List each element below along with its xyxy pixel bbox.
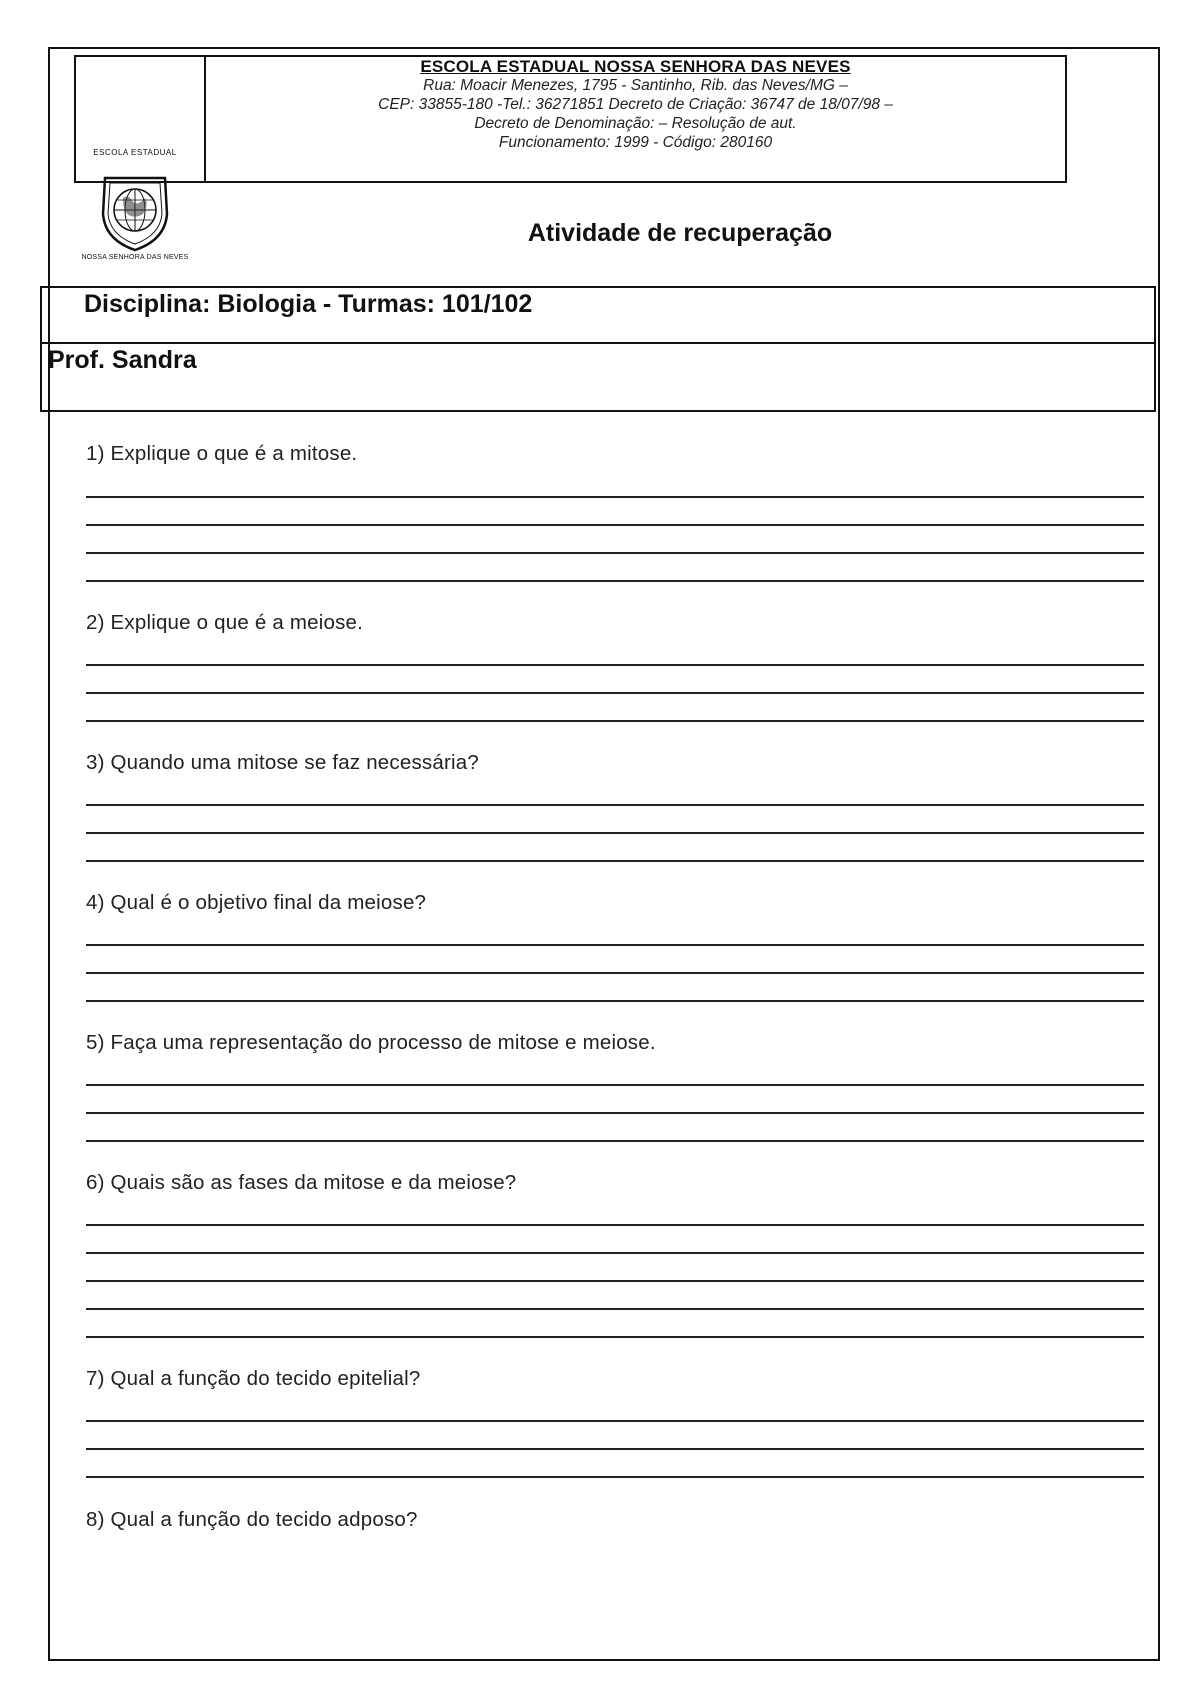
answer-line[interactable] — [86, 1252, 1144, 1254]
answer-line[interactable] — [86, 524, 1144, 526]
question-5: 5) Faça uma representação do processo de mitose e meiose. — [86, 1031, 656, 1054]
answer-line[interactable] — [86, 1308, 1144, 1310]
school-address: Rua: Moacir Menezes, 1795 - Santinho, Rib. das Neves/MG – — [423, 77, 848, 94]
answer-line[interactable] — [86, 496, 1144, 498]
answer-line[interactable] — [86, 1420, 1144, 1422]
question-8: 8) Qual a função do tecido adposo? — [86, 1508, 418, 1531]
answer-line[interactable] — [86, 692, 1144, 694]
teacher-label: Prof. Sandra — [48, 346, 197, 374]
question-2: 2) Explique o que é a meiose. — [86, 611, 364, 634]
logo-bottom-text: NOSSA SENHORA DAS NEVES — [81, 254, 189, 261]
question-6: 6) Quais são as fases da mitose e da meiose? — [86, 1171, 517, 1194]
question-3: 3) Quando uma mitose se faz necessária? — [86, 751, 479, 774]
answer-line[interactable] — [86, 860, 1144, 862]
school-name: ESCOLA ESTADUAL NOSSA SENHORA DAS NEVES — [420, 57, 851, 76]
answer-line[interactable] — [86, 1112, 1144, 1114]
answer-line[interactable] — [86, 1280, 1144, 1282]
answer-line[interactable] — [86, 832, 1144, 834]
answer-line[interactable] — [86, 972, 1144, 974]
answer-line[interactable] — [86, 1224, 1144, 1226]
answer-line[interactable] — [86, 1476, 1144, 1478]
answer-line[interactable] — [86, 580, 1144, 582]
discipline-label: Disciplina: Biologia - Turmas: 101/102 — [84, 290, 533, 318]
globe-crest-icon — [95, 170, 175, 252]
answer-line[interactable] — [86, 804, 1144, 806]
logo-top-text: ESCOLA ESTADUAL — [93, 148, 177, 157]
answer-line[interactable] — [86, 664, 1144, 666]
teacher-box — [40, 342, 1156, 412]
answer-line[interactable] — [86, 720, 1144, 722]
school-info — [206, 57, 1065, 152]
activity-title: Atividade de recuperação — [527, 219, 833, 247]
answer-line[interactable] — [86, 944, 1144, 946]
answer-line[interactable] — [86, 1000, 1144, 1002]
question-7: 7) Qual a função do tecido epitelial? — [86, 1367, 421, 1390]
school-logo — [76, 144, 194, 266]
school-decree: Decreto de Denominação: – Resolução de aut. — [474, 115, 797, 132]
answer-line[interactable] — [86, 1448, 1144, 1450]
answer-line[interactable] — [86, 552, 1144, 554]
question-4: 4) Qual é o objetivo final da meiose? — [86, 891, 427, 914]
school-cep: CEP: 33855-180 -Tel.: 36271851 Decreto de Criação: 36747 de 18/07/98 – — [378, 96, 893, 113]
school-operation: Funcionamento: 1999 - Código: 280160 — [498, 134, 773, 151]
answer-line[interactable] — [86, 1140, 1144, 1142]
question-1: 1) Explique o que é a mitose. — [86, 442, 358, 465]
answer-line[interactable] — [86, 1336, 1144, 1338]
answer-line[interactable] — [86, 1084, 1144, 1086]
